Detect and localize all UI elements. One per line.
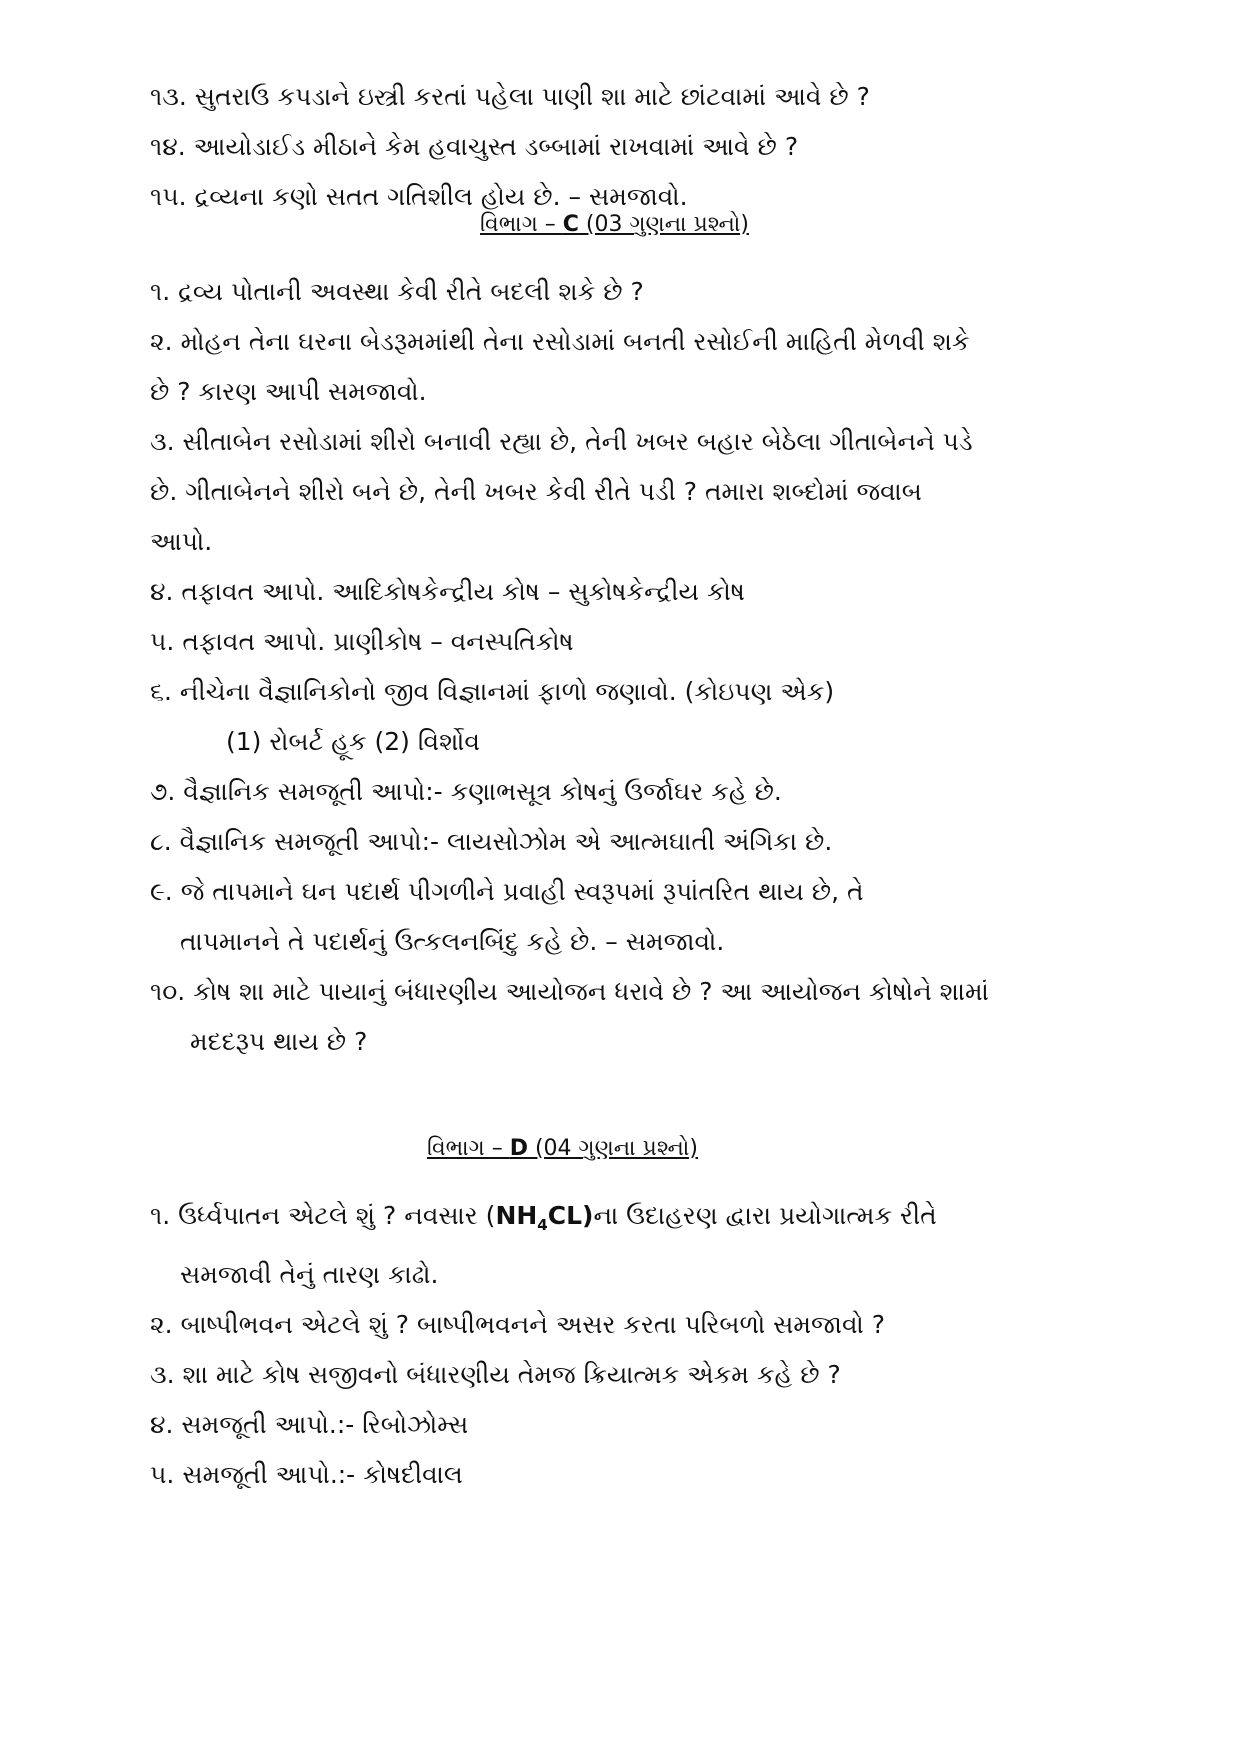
question-15: ૧૫. દ્રવ્યના કણો સતત ગતિશીલ હોય છે. – સમજાવો.	[150, 182, 688, 211]
section-d-question-4: ૪. સમજૂતી આપો.:- રિબોઝોમ્સ	[150, 1410, 469, 1439]
section-c-heading-prefix: વિભાગ –	[480, 212, 563, 237]
section-c-question-6: ૬. નીચેના વૈજ્ઞાનિકોનો જીવ વિજ્ઞાનમાં ફાળો જણાવો. (કોઇપણ એક)	[150, 677, 835, 706]
section-d-heading-prefix: વિભાગ –	[426, 1136, 510, 1161]
section-c-question-3-line-3: આપો.	[150, 527, 213, 556]
section-c-heading	[0, 212, 1235, 237]
section-c-questions	[150, 267, 1110, 1067]
section-c-question-5: ૫. તફાવત આપો. પ્રાણીકોષ – વનસ્પતિકોષ	[150, 627, 574, 656]
section-d-question-3: ૩. શા માટે કોષ સજીવનો બંધારણીય તેમજ ક્રિયાત્મક એકમ કહે છે ?	[150, 1360, 841, 1389]
section-c-question-3-line-1: ૩. સીતાબેન રસોડામાં શીરો બનાવી રહ્યા છે, તેની ખબર બહાર બેઠેલા ગીતાબેનને પડે	[150, 427, 973, 456]
section-c-question-6-options: (1) રોબર્ટ હૂક (2) વિર્શોવ	[226, 727, 480, 756]
section-c-question-3-line-2: છે. ગીતાબેનને શીરો બને છે, તેની ખબર કેવી રીતે પડી ? તમારા શબ્દોમાં જવાબ	[150, 477, 922, 506]
section-d-question-1-line-2: સમજાવી તેનું તારણ કાઢો.	[180, 1260, 439, 1289]
question-13: ૧૩. સુતરાઉ કપડાને ઇસ્ત્રી કરતાં પહેલા પાણી શા માટે છાંટવામાં આવે છે ?	[150, 82, 870, 111]
section-c-heading-letter: C	[562, 212, 579, 237]
section-d-question-1-part-2: ના ઉદાહરણ દ્વારા પ્રયોગાત્મક રીતે	[593, 1201, 937, 1230]
section-d-heading-letter: D	[509, 1136, 528, 1161]
section-c-heading-suffix: (03 ગુણના પ્રશ્નો)	[578, 212, 749, 237]
formula-nh: NH	[495, 1201, 538, 1230]
section-d-heading	[0, 1136, 1183, 1161]
section-c-question-10-line-2: મદદરૂપ થાય છે ?	[190, 1027, 368, 1056]
formula-subscript: 4	[537, 1216, 548, 1234]
section-d-heading-suffix: (04 ગુણના પ્રશ્નો)	[527, 1136, 699, 1161]
section-c-question-1: ૧. દ્રવ્ય પોતાની અવસ્થા કેવી રીતે બદલી શકે છે ?	[150, 277, 644, 306]
section-c-question-7: ૭. વૈજ્ઞાનિક સમજૂતી આપો:- કણાભસૂત્ર કોષનું ઉર્જાઘર કહે છે.	[150, 777, 782, 806]
section-d-question-5: ૫. સમજૂતી આપો.:- કોષદીવાલ	[150, 1460, 463, 1489]
section-c-question-2-line-2: છે ? કારણ આપી સમજાવો.	[150, 377, 427, 406]
section-c-question-9-line-2: તાપમાનને તે પદાર્થનું ઉત્કલનબિંદુ કહે છે. – સમજાવો.	[180, 927, 725, 956]
section-c-question-9-line-1: ૯. જે તાપમાને ઘન પદાર્થ પીગળીને પ્રવાહી સ્વરૂપમાં રૂપાંતરિત થાય છે, તે	[150, 877, 864, 906]
section-c-question-2-line-1: ૨. મોહન તેના ઘરના બેડરૂમમાંથી તેના રસોડામાં બનતી રસોઈની માહિતી મેળવી શકે	[150, 327, 970, 356]
section-d-question-2: ૨. બાષ્પીભવન એટલે શું ? બાષ્પીભવનને અસર કરતા પરિબળો સમજાવો ?	[150, 1310, 885, 1339]
section-d-question-1-line-1	[150, 1191, 1110, 1250]
formula-cl: CL)	[547, 1201, 594, 1230]
section-d-questions	[150, 1191, 1110, 1500]
section-d-question-1-part-1: ૧. ઉર્ધ્વપાતન એટલે શું ? નવસાર (	[150, 1201, 496, 1230]
question-14: ૧૪. આયોડાઈડ મીઠાને કેમ હવાચુસ્ત ડબ્બામાં રાખવામાં આવે છે ?	[150, 132, 799, 161]
chemical-formula	[495, 1201, 594, 1234]
section-c-question-8: ૮. વૈજ્ઞાનિક સમજૂતી આપો:- લાયસોઝોમ એ આત્મઘાતી અંગિકા છે.	[150, 827, 833, 856]
section-c-question-4: ૪. તફાવત આપો. આદિકોષકેન્દ્રીય કોષ – સુકોષકેન્દ્રીય કોષ	[150, 577, 745, 606]
section-b-tail	[150, 72, 1110, 222]
section-c-question-10-line-1: ૧૦. કોષ શા માટે પાયાનું બંધારણીય આયોજન ધરાવે છે ? આ આયોજન કોષોને શામાં	[150, 977, 989, 1006]
